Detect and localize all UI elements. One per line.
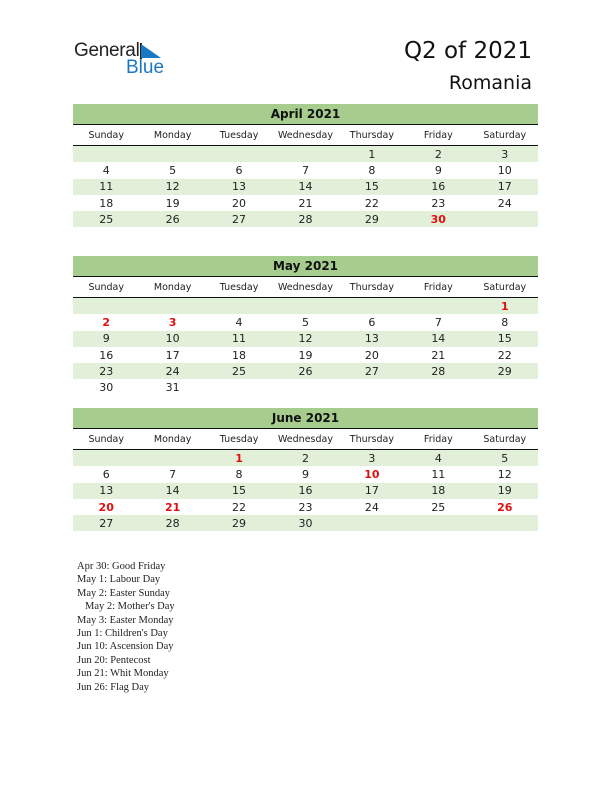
holiday-item: Jun 20: Pentecost: [77, 654, 151, 666]
date-cell: [272, 298, 338, 315]
date-cell: 9: [73, 331, 139, 347]
date-cell: 15: [339, 179, 405, 195]
date-cell: 7: [169, 467, 177, 481]
date-cell: 11: [431, 467, 446, 481]
week-row: [73, 298, 538, 315]
date-cell: 7: [434, 315, 442, 329]
holiday-date-cell: 1: [472, 298, 538, 315]
date-cell: 13: [73, 483, 139, 499]
date-cell: [139, 298, 205, 315]
date-cell: [472, 515, 538, 531]
date-cell: 12: [497, 467, 512, 481]
date-cell: 25: [431, 500, 446, 514]
holiday-date-cell: 30: [405, 211, 471, 227]
date-cell: 25: [206, 363, 272, 379]
month-grid: [73, 276, 538, 396]
date-cell: 6: [235, 163, 243, 177]
date-cell: 24: [364, 500, 379, 514]
month-grid: [73, 124, 538, 227]
date-cell: 29: [206, 515, 272, 531]
date-cell: 4: [102, 163, 110, 177]
date-cell: 10: [139, 331, 205, 347]
holiday-item: Jun 10: Ascension Day: [77, 641, 174, 653]
month-title: May 2021: [73, 256, 538, 276]
date-cell: 16: [405, 179, 471, 195]
date-cell: 28: [405, 363, 471, 379]
holiday-date-cell: 1: [206, 450, 272, 467]
date-cell: 8: [501, 315, 509, 329]
date-cell: [472, 211, 538, 227]
holiday-item: May 1: Labour Day: [77, 574, 161, 586]
day-name: Monday: [139, 429, 205, 450]
date-cell: 23: [73, 363, 139, 379]
day-name: Friday: [405, 277, 471, 298]
holiday-date-cell: 26: [497, 500, 513, 514]
date-cell: [272, 146, 338, 163]
date-cell: 16: [272, 483, 338, 499]
date-cell: 2: [405, 146, 471, 163]
holiday-date-cell: 2: [102, 315, 111, 329]
day-name: Monday: [139, 125, 205, 146]
date-cell: [405, 379, 471, 395]
date-cell: 24: [139, 363, 205, 379]
date-cell: [73, 450, 139, 467]
date-cell: 20: [364, 348, 379, 362]
date-cell: [472, 379, 538, 395]
week-row: [73, 179, 538, 195]
week-row: [73, 314, 538, 330]
logo: [74, 40, 165, 78]
month-calendar: [73, 104, 538, 227]
day-name: Saturday: [472, 125, 538, 146]
holiday-item: Jun 26: Flag Day: [77, 681, 150, 693]
date-cell: 30: [99, 381, 114, 395]
date-cell: [339, 515, 405, 531]
date-cell: 18: [405, 483, 471, 499]
date-cell: [206, 298, 272, 315]
date-cell: 13: [339, 331, 405, 347]
holiday-item: Jun 21: Whit Monday: [77, 668, 169, 680]
day-name: Sunday: [73, 429, 139, 450]
date-cell: 2: [272, 450, 338, 467]
date-cell: 18: [99, 196, 114, 210]
logo-triangle-icon: [141, 44, 161, 58]
date-cell: [339, 298, 405, 315]
day-name: Thursday: [339, 125, 405, 146]
date-cell: [339, 379, 405, 395]
week-row: [73, 466, 538, 482]
date-cell: 13: [206, 179, 272, 195]
date-cell: 19: [165, 196, 180, 210]
date-cell: 8: [235, 467, 243, 481]
date-cell: 26: [139, 211, 205, 227]
date-cell: 11: [73, 179, 139, 195]
week-row: [73, 499, 538, 515]
date-cell: 14: [405, 331, 471, 347]
day-name: Thursday: [339, 429, 405, 450]
day-name: Friday: [405, 429, 471, 450]
date-cell: [206, 146, 272, 163]
page-title: Q2 of 2021: [403, 38, 532, 64]
date-cell: 5: [301, 315, 309, 329]
date-cell: 8: [368, 163, 376, 177]
day-name: Saturday: [472, 429, 538, 450]
week-row: [73, 483, 538, 499]
date-cell: 22: [364, 196, 379, 210]
week-row: [73, 363, 538, 379]
holiday-item: May 2: Easter Sunday: [77, 587, 171, 599]
date-cell: 17: [165, 348, 180, 362]
date-cell: 4: [235, 315, 243, 329]
date-cell: 23: [431, 196, 446, 210]
country-name: Romania: [448, 72, 532, 94]
date-cell: 24: [497, 196, 512, 210]
date-cell: [206, 379, 272, 395]
date-cell: 12: [139, 179, 205, 195]
week-row: [73, 515, 538, 531]
date-cell: 4: [405, 450, 471, 467]
date-cell: 30: [272, 515, 338, 531]
date-cell: 23: [298, 500, 313, 514]
day-name: Wednesday: [272, 125, 338, 146]
date-cell: 29: [472, 363, 538, 379]
day-name: Wednesday: [272, 429, 338, 450]
day-name: Saturday: [472, 277, 538, 298]
date-cell: 14: [139, 483, 205, 499]
date-cell: 1: [339, 146, 405, 163]
date-cell: 15: [472, 331, 538, 347]
date-cell: 15: [206, 483, 272, 499]
date-cell: [405, 298, 471, 315]
week-row: [73, 211, 538, 227]
date-cell: 16: [99, 348, 114, 362]
week-row: [73, 331, 538, 347]
week-row: [73, 195, 538, 211]
holiday-date-cell: 10: [364, 467, 380, 481]
holiday-item: Jun 1: Children's Day: [77, 628, 168, 640]
date-cell: [139, 146, 205, 163]
date-cell: 28: [272, 211, 338, 227]
month-title: April 2021: [73, 104, 538, 124]
date-cell: 7: [301, 163, 309, 177]
date-cell: 14: [272, 179, 338, 195]
week-row: [73, 162, 538, 178]
day-name: Tuesday: [206, 429, 272, 450]
date-cell: 19: [298, 348, 313, 362]
date-cell: [405, 515, 471, 531]
holiday-item: May 3: Easter Monday: [77, 614, 174, 626]
date-cell: [73, 146, 139, 163]
date-cell: 6: [368, 315, 376, 329]
date-cell: 21: [431, 348, 446, 362]
date-cell: 27: [73, 515, 139, 531]
week-row: [73, 379, 538, 395]
date-cell: 9: [301, 467, 309, 481]
date-cell: 3: [339, 450, 405, 467]
date-cell: 18: [232, 348, 247, 362]
date-cell: 17: [339, 483, 405, 499]
date-cell: 22: [497, 348, 512, 362]
date-cell: 28: [139, 515, 205, 531]
day-name: Thursday: [339, 277, 405, 298]
day-name: Sunday: [73, 277, 139, 298]
month-calendar: [73, 256, 538, 396]
day-name: Tuesday: [206, 125, 272, 146]
date-cell: 3: [472, 146, 538, 163]
logo-text-general: General: [74, 40, 140, 61]
logo-text-blue: Blue: [126, 57, 165, 78]
date-cell: [73, 298, 139, 315]
date-cell: 20: [232, 196, 247, 210]
date-cell: 19: [472, 483, 538, 499]
day-name: Wednesday: [272, 277, 338, 298]
month-grid: [73, 428, 538, 531]
date-cell: 6: [102, 467, 110, 481]
date-cell: 21: [298, 196, 313, 210]
date-cell: 27: [339, 363, 405, 379]
date-cell: 29: [339, 211, 405, 227]
day-name: Friday: [405, 125, 471, 146]
week-row: [73, 347, 538, 363]
month-title: June 2021: [73, 408, 538, 428]
date-cell: 17: [472, 179, 538, 195]
date-cell: 10: [497, 163, 512, 177]
week-row: [73, 146, 538, 163]
holiday-item: May 2: Mother's Day: [85, 601, 175, 613]
date-cell: 9: [434, 163, 442, 177]
date-cell: [272, 379, 338, 395]
date-cell: 11: [206, 331, 272, 347]
day-name: Sunday: [73, 125, 139, 146]
date-cell: [139, 450, 205, 467]
date-cell: 25: [73, 211, 139, 227]
date-cell: 26: [272, 363, 338, 379]
month-calendar: [73, 408, 538, 531]
day-name: Tuesday: [206, 277, 272, 298]
date-cell: 5: [169, 163, 177, 177]
date-cell: 22: [232, 500, 247, 514]
day-name: Monday: [139, 277, 205, 298]
holiday-item: Apr 30: Good Friday: [77, 561, 166, 572]
holiday-date-cell: 21: [164, 500, 181, 514]
week-row: [73, 450, 538, 467]
date-cell: 31: [165, 381, 180, 395]
holiday-date-cell: 20: [98, 500, 114, 514]
date-cell: 12: [272, 331, 338, 347]
date-cell: 5: [472, 450, 538, 467]
holiday-date-cell: 3: [168, 315, 177, 329]
date-cell: 27: [206, 211, 272, 227]
holiday-list: [77, 560, 175, 694]
